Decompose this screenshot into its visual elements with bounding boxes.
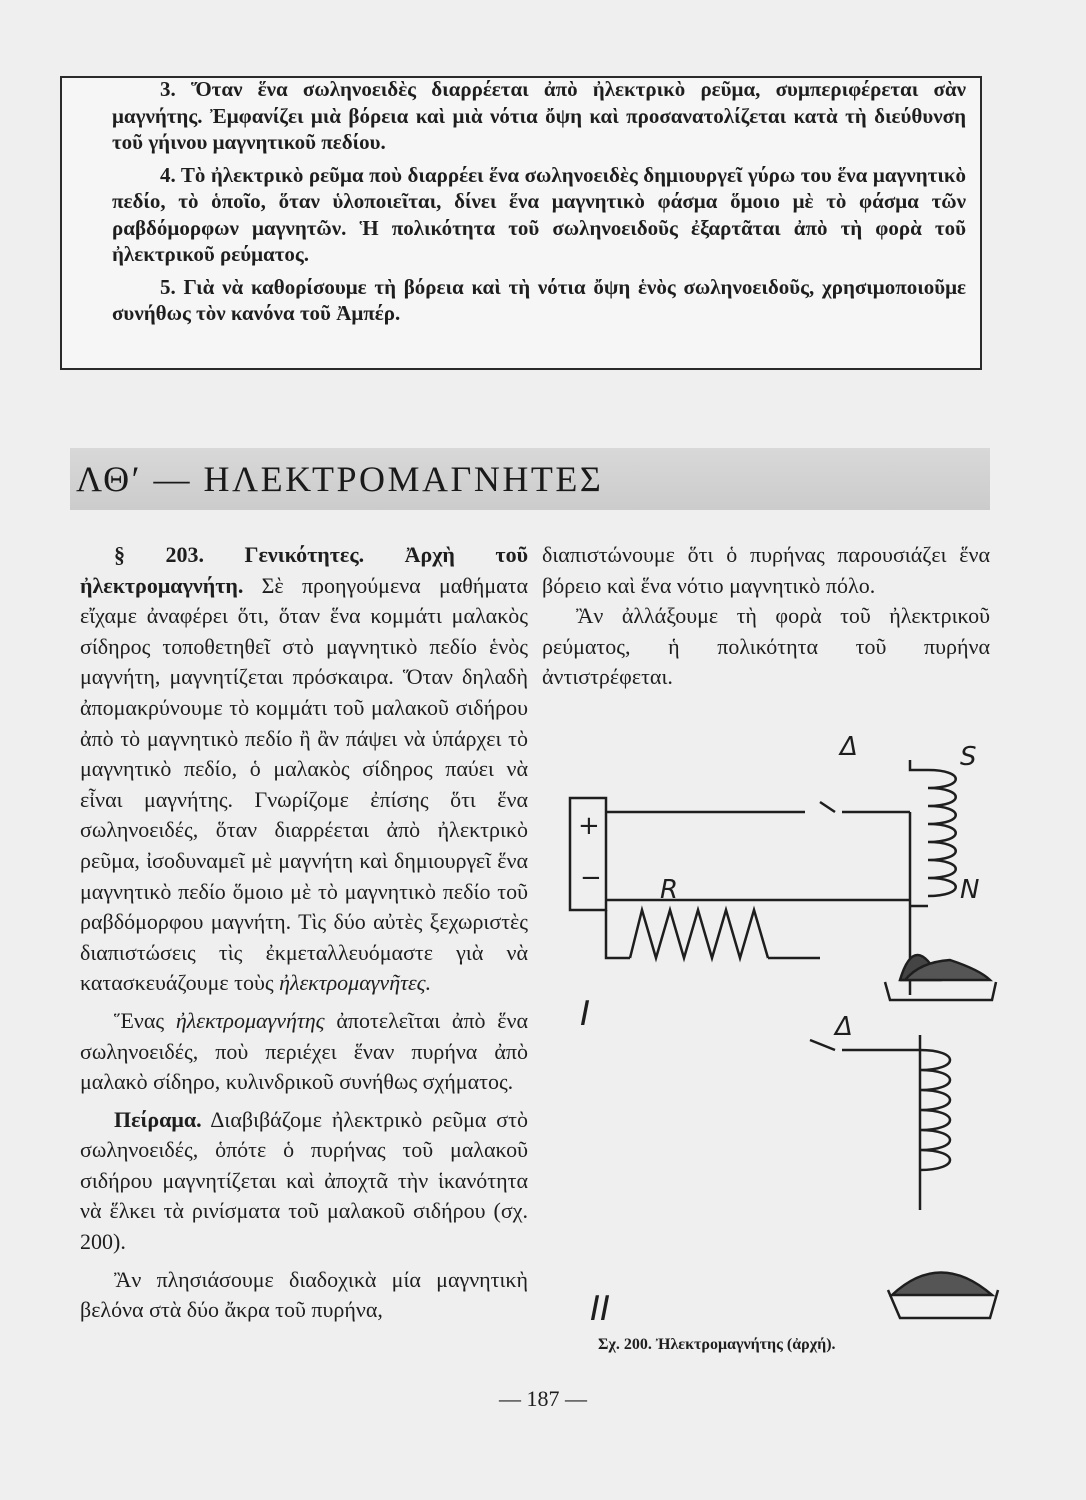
- right-paragraph-1: διαπιστώνουμε ὅτι ὁ πυρήνας παρουσιάζει ἕνα βόρειο καὶ ἕνα νότιο μαγνητικὸ πόλο.: [542, 542, 990, 598]
- definition-start: Ἕνας: [114, 1007, 165, 1033]
- experiment-paragraph: [80, 1105, 528, 1258]
- summary-box: [60, 76, 982, 370]
- right-paragraph-2: Ἂν ἀλλάξουμε τὴ φορὰ τοῦ ἠλεκτρικοῦ ρεύματος, ἡ πολικότητα τοῦ πυρήνα ἀντιστρέφεται.: [542, 603, 990, 690]
- needle-paragraph: Ἂν πλησιάσουμε διαδοχικὰ μία μαγνητικὴ βελόνα στὰ δύο ἄκρα τοῦ πυρήνα,: [80, 1266, 528, 1323]
- label-s: S: [960, 742, 977, 772]
- solenoid-coil: [928, 770, 956, 896]
- chapter-title: ΛΘʹ — ΗΛΕΚΤΡΟΜΑΓΝΗΤΕΣ: [76, 459, 604, 499]
- label-delta-1: Δ: [840, 732, 858, 762]
- resistor: [630, 910, 768, 958]
- wire-bottom: [606, 900, 910, 958]
- circuit-diagram-1: [570, 760, 996, 1000]
- label-ii: II: [590, 1289, 611, 1329]
- definition-paragraph: [80, 1006, 528, 1098]
- intro-paragraph: [80, 540, 528, 999]
- electromagnet-figure: [560, 730, 1000, 1330]
- label-i: I: [580, 994, 591, 1034]
- section-heading: § 203. Γενικότητες. Ἀρχὴ τοῦ ἠλεκτρομαγνήτη.: [80, 542, 528, 598]
- summary-item-3: 3. Ὅταν ἕνα σωληνοειδὲς διαρρέεται ἀπὸ ἠλεκτρικὸ ρεῦμα, συμπεριφέρεται σὰν μαγνήτης. Ἐμφανίζει μιὰ βόρεια καὶ μιὰ νότια ὄψη καὶ προσανατολίζεται κατὰ τὴ διεύθυνση τοῦ γήινου μαγνητικοῦ πεδίου.: [112, 77, 966, 154]
- definition-term: ἠλεκτρομαγνήτης: [175, 1007, 325, 1033]
- intro-term: ἠλεκτρομαγνῆτες.: [279, 970, 432, 996]
- solenoid-coil-2: [920, 1050, 950, 1170]
- circuit-diagram-2: [810, 1035, 998, 1318]
- wire-top: [606, 802, 910, 812]
- coil-leads: [910, 760, 928, 906]
- figure-caption: Σχ. 200. Ἠλεκτρομαγνήτης (ἀρχή).: [598, 1336, 836, 1353]
- right-column: [542, 540, 990, 693]
- definition-text: ἀποτελεῖται ἀπὸ ἕνα σωληνοειδές, ποὺ περιέχει ἕναν πυρήνα ἀπὸ μαλακὸ σίδηρο, κυλινδρικοῦ συνήθως σχήματος.: [80, 1007, 529, 1095]
- label-delta-2: Δ: [835, 1012, 853, 1042]
- summary-item-4: 4. Τὸ ἠλεκτρικὸ ρεῦμα ποὺ διαρρέει ἕνα σωληνοειδὲς δημιουργεῖ γύρω του ἕνα μαγνητικὸ πεδίο, τὸ ὁποῖο, ὅταν ὑλοποιεῖται, δίνει ἕνα μαγνητικὸ φάσμα ὅμοιο μὲ τὸ φάσμα τῶν ραβδόμορφων μαγνητῶν. Ἡ πολικότητα τοῦ σωληνοειδοῦς ἐξαρτᾶται ἀπὸ τὴ φορὰ τοῦ ἠλεκτρικοῦ ρεύματος.: [112, 162, 966, 266]
- intro-text: Σὲ προηγούμενα μαθήματα εἴχαμε ἀναφέρει ὅτι, ὅταν ἕνα κομμάτι μαλακὸς σίδηρος τοποθετηθεῖ στὸ μαγνητικὸ πεδίο ἑνὸς μαγνήτη, μαγνητίζεται πρόσκαιρα. Ὅταν δηλαδὴ ἀπομακρύνουμε τὸ κομμάτι τοῦ μαλακοῦ σιδήρου ἀπὸ τὸ μαγνητικὸ πεδίο ἢ ἂν πάψει νὰ ὑπάρχει τὸ μαγνητικὸ πεδίο, ὁ μαλακὸς σίδηρος παύει νὰ εἶναι μαγνήτης. Γνωρίζομε ἐπίσης ὅτι ἕνα σωληνοειδές, ὅταν διαρρέεται ἀπὸ ἠλεκτρικὸ ρεῦμα, ἰσοδυναμεῖ μὲ μαγνήτη καὶ δημιουργεῖ ἕνα μαγνητικὸ πεδίο ὅμοιο μὲ τὸ μαγνητικὸ πεδίο τοῦ ραβδόμορφου μαγνήτη. Τὶς δύο αὐτὲς ξεχωριστὲς διαπιστώσεις τὶς ἐκμεταλλευόμαστε γιὰ νὰ κατασκευάζουμε τοὺς: [80, 572, 529, 996]
- label-plus: +: [578, 811, 600, 841]
- summary-item-5: 5. Γιὰ νὰ καθορίσουμε τὴ βόρεια καὶ τὴ νότια ὄψη ἑνὸς σωληνοειδοῦς, χρησιμοποιοῦμε συνήθως τὸν κανόνα τοῦ Ἀμπέρ.: [112, 274, 966, 325]
- switch-2: [810, 1040, 920, 1050]
- experiment-text: Διαβιβάζομε ἠλεκτρικὸ ρεῦμα στὸ σωληνοειδές, ὁπότε ὁ πυρήνας τοῦ μαλακοῦ σιδήρου μαγνητίζεται καὶ ἀποχτᾶ τὴν ἱκανότητα νὰ ἕλκει τὰ ρινίσματα τοῦ μαλακοῦ σιδήρου (σχ. 200).: [80, 1106, 529, 1255]
- left-column: [80, 540, 528, 1326]
- tray-1: [885, 982, 996, 1000]
- filings-pile-2: [892, 1273, 992, 1296]
- page-number: — 187 —: [499, 1386, 587, 1411]
- label-n: N: [960, 875, 980, 905]
- label-r: R: [660, 875, 679, 905]
- label-minus: −: [580, 863, 602, 893]
- experiment-label: Πείραμα.: [114, 1106, 202, 1132]
